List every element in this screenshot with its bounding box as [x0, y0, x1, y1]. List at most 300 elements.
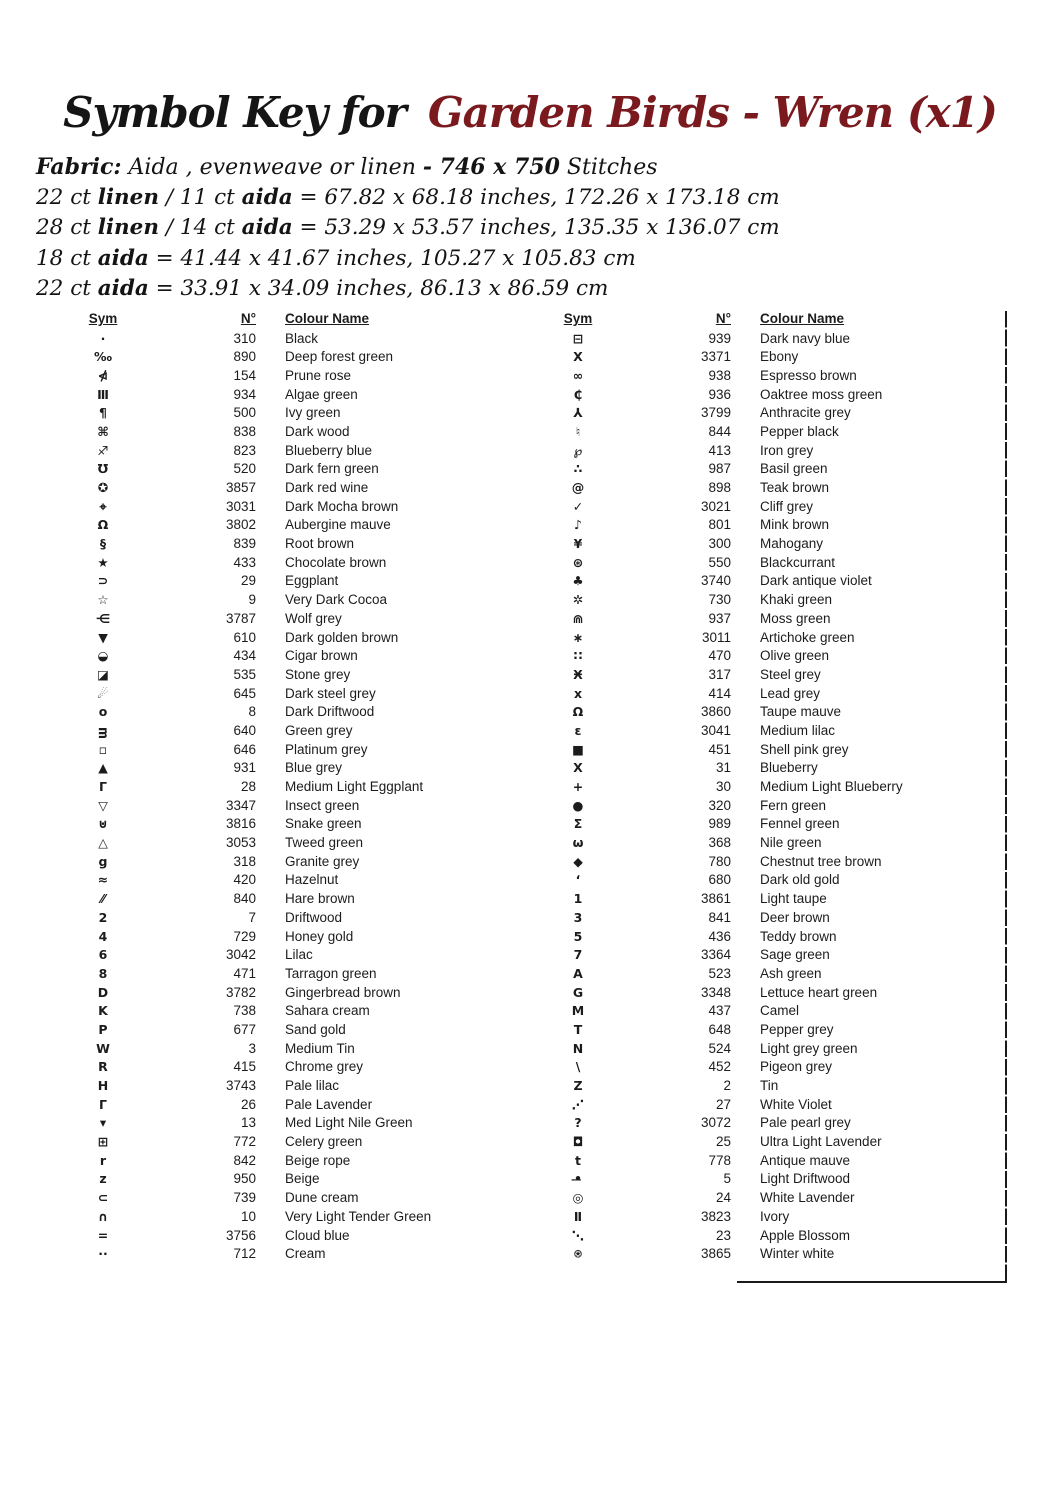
symbol-cell: Σ	[573, 816, 583, 832]
fabric-text-segment: - 746 x 750	[422, 154, 560, 180]
column-header-number: N°	[240, 311, 256, 327]
fabric-text-segment: linen	[97, 184, 159, 210]
symbol-key-row	[535, 853, 1007, 872]
number-cell: 938	[708, 367, 731, 383]
column-header-number: N°	[715, 311, 731, 327]
number-cell: 3816	[225, 816, 256, 832]
colour-name-cell: Insect green	[285, 797, 360, 813]
symbol-cell: G	[572, 984, 584, 1000]
fabric-text-segment: = 53.29 x 53.57 inches, 135.35 x 136.07 cm	[292, 215, 780, 241]
symbol-key-row	[60, 610, 480, 629]
fabric-text-segment: aida	[97, 245, 149, 271]
symbol-cell: ℧	[97, 461, 109, 477]
colour-name-cell: Algae green	[285, 386, 358, 402]
symbol-key-row	[535, 1189, 1007, 1208]
number-cell: 154	[233, 367, 256, 383]
symbol-key-row	[535, 759, 1007, 778]
symbol-cell: ♪	[574, 517, 582, 533]
symbol-cell: ◒	[97, 648, 109, 664]
number-cell: 3041	[700, 722, 731, 738]
symbol-key-row	[60, 1208, 480, 1227]
number-cell: 320	[708, 797, 731, 813]
symbol-cell: ··	[98, 1246, 108, 1262]
colour-name-cell: Tarragon green	[285, 965, 377, 981]
number-cell: 936	[708, 386, 731, 402]
colour-name-cell: Sage green	[760, 947, 830, 963]
symbol-key-row	[535, 815, 1007, 834]
number-cell: 368	[708, 835, 731, 851]
colour-name-cell: Pepper black	[760, 423, 839, 439]
number-cell: 3011	[701, 629, 731, 645]
colour-name-cell: Steel grey	[760, 666, 821, 682]
symbol-cell: ∴	[573, 461, 583, 477]
symbol-key-row	[535, 479, 1007, 498]
symbol-cell: ¶	[99, 405, 107, 421]
symbol-cell: ᴟ	[98, 722, 108, 738]
symbol-cell: ★	[97, 554, 109, 570]
number-cell: 7	[248, 909, 256, 925]
colour-name-cell: Antique mauve	[760, 1152, 851, 1168]
number-cell: 26	[240, 1096, 256, 1112]
symbol-key-row	[535, 442, 1007, 461]
symbol-cell: t	[575, 1152, 581, 1168]
symbol-cell: H	[97, 1078, 109, 1093]
symbol-cell: ⋰	[571, 1096, 585, 1112]
symbol-key-row	[60, 535, 480, 554]
number-cell: 801	[708, 517, 731, 533]
number-cell: 414	[708, 685, 731, 701]
number-cell: 987	[708, 461, 731, 477]
number-cell: 550	[708, 554, 731, 570]
colour-name-cell: Chestnut tree brown	[760, 853, 882, 869]
colour-name-cell: Cloud blue	[285, 1227, 350, 1243]
symbol-cell: N	[572, 1040, 584, 1056]
symbol-cell: ▲	[98, 760, 108, 776]
colour-name-cell: Light grey green	[760, 1040, 858, 1056]
symbol-key-row	[60, 909, 480, 928]
symbol-key-row	[60, 703, 480, 722]
symbol-key-row	[60, 741, 480, 760]
symbol-cell: ▼	[98, 629, 108, 645]
number-cell: 772	[233, 1134, 256, 1150]
symbol-cell: •̶	[574, 1171, 582, 1187]
symbol-key-row	[60, 1170, 480, 1189]
symbol-key-row	[535, 703, 1007, 722]
symbol-key-row	[535, 890, 1007, 909]
colour-name-cell: Medium Tin	[285, 1040, 355, 1056]
symbol-cell: ʻ	[575, 872, 581, 888]
number-cell: 3371	[700, 349, 731, 365]
symbol-key-row	[60, 516, 480, 535]
symbol-cell: ⌖	[99, 498, 107, 514]
symbol-key-row	[60, 1077, 480, 1096]
symbol-cell: ☆	[97, 592, 109, 608]
symbol-cell: ♣	[572, 573, 584, 589]
colour-name-cell: Fennel green	[760, 816, 840, 832]
number-cell: 934	[233, 386, 256, 402]
table-bottom-border-line	[737, 1281, 1007, 1283]
colour-name-cell: Light taupe	[760, 891, 827, 907]
number-cell: 524	[708, 1040, 731, 1056]
symbol-key-row	[535, 834, 1007, 853]
symbol-cell: r	[99, 1152, 107, 1168]
symbol-cell: g	[98, 853, 108, 869]
colour-name-cell: Lead grey	[760, 685, 821, 701]
symbol-key-row	[60, 629, 480, 648]
number-cell: 680	[708, 872, 731, 888]
colour-name-cell: Prune rose	[285, 367, 352, 383]
symbol-key-row	[535, 1058, 1007, 1077]
symbol-key-row	[535, 1170, 1007, 1189]
number-cell: 898	[708, 480, 731, 495]
symbol-key-row	[60, 834, 480, 853]
colour-name-cell: Blue grey	[285, 760, 343, 776]
symbol-key-row	[60, 404, 480, 423]
colour-name-cell: Cliff grey	[760, 498, 814, 514]
column-header-sym: Sym	[563, 311, 593, 327]
number-cell: 730	[708, 592, 731, 608]
table-right-border-line	[1005, 311, 1007, 1283]
colour-name-cell: Dark antique violet	[760, 573, 872, 589]
number-cell: 437	[708, 1003, 731, 1019]
symbol-cell: ⊞	[97, 1134, 109, 1150]
symbol-key-row	[60, 423, 480, 442]
symbol-key-row	[60, 778, 480, 797]
colour-name-cell: Pale Lavender	[285, 1096, 373, 1112]
symbol-key-row	[535, 610, 1007, 629]
fabric-text-segment: 22 ct	[36, 184, 98, 210]
number-cell: 939	[708, 330, 731, 346]
symbol-key-row	[60, 871, 480, 890]
colour-name-cell: Medium lilac	[760, 722, 836, 738]
title-subject: Garden Birds - Wren (x1)	[427, 88, 997, 137]
colour-name-cell: Dark navy blue	[760, 330, 851, 346]
fabric-line	[36, 152, 1026, 183]
colour-name-cell: Mahogany	[760, 536, 824, 552]
colour-name-cell: Khaki green	[760, 592, 833, 608]
number-cell: 31	[715, 760, 731, 776]
number-cell: 3021	[700, 498, 731, 514]
colour-name-cell: Anthracite grey	[760, 405, 851, 421]
symbol-key-row	[535, 1114, 1007, 1133]
colour-name-cell: Dark steel grey	[285, 685, 376, 701]
symbol-key-row	[60, 554, 480, 573]
symbol-cell: ⍟	[574, 1246, 582, 1262]
symbol-cell: \	[575, 1059, 581, 1075]
colour-name-cell: Snake green	[285, 816, 362, 832]
symbol-cell: ♐	[97, 442, 109, 458]
number-cell: 470	[708, 648, 731, 664]
symbol-cell: 8	[98, 965, 108, 981]
symbol-cell: ◪	[97, 666, 109, 682]
number-cell: 415	[233, 1059, 256, 1075]
symbol-cell: R	[98, 1059, 108, 1075]
symbol-cell: T	[573, 1021, 583, 1037]
symbol-key-row	[60, 666, 480, 685]
symbol-cell: D	[97, 984, 109, 1000]
symbol-cell: ₵	[573, 386, 583, 402]
colour-name-cell: Mink brown	[760, 517, 830, 533]
fabric-text-segment: linen	[97, 215, 159, 241]
number-cell: 420	[233, 872, 256, 888]
symbol-cell: ⅄	[573, 405, 583, 421]
number-cell: 3782	[225, 984, 256, 1000]
colour-name-cell: Dark wood	[285, 423, 350, 439]
symbol-key-row	[535, 404, 1007, 423]
number-cell: 3756	[225, 1227, 256, 1243]
symbol-cell: +	[572, 779, 584, 794]
symbol-cell: ▾	[99, 1115, 107, 1131]
number-cell: 3743	[225, 1078, 256, 1093]
colour-name-cell: Teak brown	[760, 480, 830, 495]
symbol-key-row	[60, 572, 480, 591]
symbol-cell: ⋒	[572, 610, 584, 626]
symbol-key-row	[535, 647, 1007, 666]
colour-name-cell: Sahara cream	[285, 1003, 370, 1019]
number-cell: 436	[708, 928, 731, 944]
symbol-cell: M	[571, 1003, 585, 1019]
symbol-cell: ∞	[572, 367, 584, 383]
number-cell: 950	[233, 1171, 256, 1187]
number-cell: 739	[233, 1190, 256, 1206]
number-cell: 310	[233, 330, 256, 346]
symbol-key-row	[535, 572, 1007, 591]
symbol-key-row	[60, 1096, 480, 1115]
symbol-key-row	[60, 965, 480, 984]
symbol-cell: A	[573, 965, 583, 981]
colour-name-cell: Dark golden brown	[285, 629, 399, 645]
colour-name-cell: Camel	[760, 1003, 800, 1019]
symbol-cell: Ⅹ	[573, 760, 583, 776]
symbol-cell: ☄	[97, 685, 109, 701]
colour-name-cell: Sand gold	[285, 1021, 346, 1037]
symbol-key-row	[535, 797, 1007, 816]
symbol-key-row	[60, 722, 480, 741]
colour-name-cell: Ivory	[760, 1208, 790, 1224]
number-cell: 640	[233, 722, 256, 738]
column-header-sym: Sym	[88, 311, 118, 327]
fabric-text-segment: 18 ct	[36, 245, 98, 271]
symbol-cell: ⁄⁄	[100, 891, 106, 907]
symbol-key-row	[60, 1058, 480, 1077]
number-cell: 520	[233, 461, 256, 477]
colour-name-cell: Granite grey	[285, 853, 360, 869]
colour-name-cell: Platinum grey	[285, 741, 368, 757]
symbol-key-row	[60, 984, 480, 1003]
symbol-key-row	[535, 1096, 1007, 1115]
number-cell: 3348	[700, 984, 731, 1000]
symbol-key-row	[535, 348, 1007, 367]
number-cell: 3860	[700, 704, 731, 720]
symbol-cell: ⊂	[97, 1190, 109, 1206]
symbol-key-row	[535, 1021, 1007, 1040]
symbol-key-row	[535, 1245, 1007, 1264]
number-cell: 838	[233, 423, 256, 439]
title-prefix: Symbol Key for	[63, 88, 406, 137]
symbol-cell: =	[97, 1227, 109, 1243]
symbol-cell: Γ	[99, 1096, 107, 1112]
colour-name-cell: Oaktree moss green	[760, 386, 883, 402]
symbol-key-row	[60, 1021, 480, 1040]
symbol-key-row	[60, 946, 480, 965]
number-cell: 9	[248, 592, 256, 608]
symbol-key-row	[535, 1133, 1007, 1152]
number-cell: 840	[233, 891, 256, 907]
symbol-cell: x	[573, 685, 583, 701]
colour-name-cell: Dark fern green	[285, 461, 379, 477]
symbol-cell: ∗	[572, 629, 584, 645]
symbol-key-row	[535, 1077, 1007, 1096]
colour-name-cell: Eggplant	[285, 573, 339, 589]
number-cell: 646	[233, 741, 256, 757]
symbol-key-row	[60, 797, 480, 816]
symbol-cell: W	[96, 1040, 110, 1056]
fabric-text-segment: Fabric:	[36, 154, 122, 180]
number-cell: 841	[708, 909, 731, 925]
symbol-key-row	[535, 984, 1007, 1003]
fabric-text-segment: 28 ct	[36, 215, 98, 241]
fabric-text-segment: Stitches	[559, 155, 658, 180]
number-cell: 778	[708, 1152, 731, 1168]
symbol-key-row	[535, 928, 1007, 947]
colour-name-cell: Hazelnut	[285, 872, 339, 888]
symbol-key-row	[60, 1002, 480, 1021]
symbol-key-row	[535, 778, 1007, 797]
symbol-cell: ⋪	[97, 367, 109, 383]
colour-name-cell: Tin	[760, 1078, 779, 1093]
symbol-key-row	[60, 853, 480, 872]
colour-name-cell: Cream	[285, 1246, 326, 1262]
colour-name-cell: Blackcurrant	[760, 554, 836, 570]
fabric-text-segment: / 11 ct	[159, 184, 242, 210]
number-cell: 451	[708, 741, 731, 757]
symbol-key-row	[535, 666, 1007, 685]
colour-name-cell: Wolf grey	[285, 610, 342, 626]
colour-name-cell: Celery green	[285, 1134, 363, 1150]
number-cell: 10	[240, 1208, 256, 1224]
fabric-text-segment: = 41.44 x 41.67 inches, 105.27 x 105.83 cm	[148, 245, 636, 271]
colour-name-cell: Apple Blossom	[760, 1227, 851, 1243]
fabric-text-segment: aida	[97, 276, 149, 302]
column-header-colour: Colour Name	[760, 311, 845, 327]
number-cell: 23	[715, 1227, 731, 1243]
symbol-key-row	[535, 1002, 1007, 1021]
symbol-key-row	[60, 890, 480, 909]
symbol-key-row	[535, 946, 1007, 965]
number-cell: 3865	[700, 1246, 731, 1262]
colour-name-cell: Stone grey	[285, 666, 351, 682]
number-cell: 890	[233, 349, 256, 365]
number-cell: 318	[233, 853, 256, 869]
symbol-cell: ⊍	[97, 816, 109, 832]
fabric-text-segment: = 33.91 x 34.09 inches, 86.13 x 86.59 cm	[148, 276, 609, 302]
symbol-cell: ?	[574, 1115, 582, 1131]
colour-name-cell: White Violet	[760, 1096, 832, 1112]
symbol-cell: Ⅱ	[573, 1208, 583, 1224]
colour-name-cell: Ebony	[760, 349, 799, 365]
number-cell: 738	[233, 1003, 256, 1019]
symbol-cell: ▽	[98, 797, 108, 813]
colour-name-cell: Root brown	[285, 536, 355, 552]
symbol-cell: Ӿ	[573, 666, 583, 682]
symbol-key-row	[60, 442, 480, 461]
symbol-key-row	[60, 685, 480, 704]
colour-name-cell: Blueberry blue	[285, 442, 373, 458]
symbol-key-row	[60, 460, 480, 479]
colour-name-cell: Shell pink grey	[760, 741, 849, 757]
number-cell: 13	[240, 1115, 256, 1131]
symbol-key-row	[60, 759, 480, 778]
number-cell: 413	[708, 442, 731, 458]
symbol-cell: Z	[573, 1078, 583, 1093]
page-title	[0, 88, 1060, 137]
number-cell: 780	[708, 853, 731, 869]
number-cell: 29	[240, 573, 256, 589]
number-cell: 3031	[225, 498, 256, 514]
symbol-cell: 3	[573, 909, 583, 925]
number-cell: 433	[233, 554, 256, 570]
fabric-text-segment: 22 ct	[36, 276, 98, 302]
symbol-key-row	[60, 928, 480, 947]
number-cell: 3053	[225, 835, 256, 851]
number-cell: 471	[233, 965, 256, 981]
number-cell: 712	[233, 1246, 256, 1262]
symbol-cell: ⊛	[572, 554, 584, 570]
symbol-key-row	[60, 348, 480, 367]
symbol-cell: K	[98, 1003, 108, 1019]
symbol-cell: ▫	[98, 741, 108, 757]
number-cell: 3861	[700, 891, 731, 907]
symbol-key-row	[60, 1227, 480, 1246]
symbol-cell: 7	[573, 947, 583, 963]
colour-name-cell: Ivy green	[285, 405, 341, 421]
colour-name-cell: Dark Mocha brown	[285, 498, 399, 514]
symbol-cell: ≈	[97, 872, 109, 888]
colour-name-cell: Beige	[285, 1171, 320, 1187]
symbol-cell: P	[98, 1021, 108, 1037]
colour-name-cell: Taupe mauve	[760, 704, 842, 720]
number-cell: 535	[233, 666, 256, 682]
symbol-cell: ∩	[97, 1208, 109, 1224]
colour-name-cell: Basil green	[760, 461, 828, 477]
fabric-text-segment: = 67.82 x 68.18 inches, 172.26 x 173.18 cm	[292, 184, 780, 210]
symbol-cell: ✓	[572, 498, 584, 514]
fabric-text-segment: aida	[241, 184, 293, 210]
symbol-cell: z	[99, 1171, 107, 1187]
symbol-key-row	[60, 479, 480, 498]
number-cell: 3857	[225, 480, 256, 495]
symbol-cell: ⋱	[571, 1227, 585, 1243]
fabric-line	[36, 244, 1026, 275]
symbol-key-row	[535, 1152, 1007, 1171]
symbol-key-row	[60, 815, 480, 834]
colour-name-cell: Gingerbread brown	[285, 984, 401, 1000]
symbol-key-row	[60, 367, 480, 386]
colour-name-cell: Espresso brown	[760, 367, 857, 383]
symbol-key-row	[535, 516, 1007, 535]
symbol-cell: ■	[572, 741, 584, 757]
symbol-key-table-left	[60, 310, 480, 1264]
number-cell: 25	[715, 1134, 731, 1150]
symbol-cell: ⌘	[97, 423, 109, 439]
symbol-cell: ♮	[575, 423, 581, 439]
colour-name-cell: Driftwood	[285, 909, 343, 925]
number-cell: 452	[708, 1059, 731, 1075]
symbol-key-row	[60, 1114, 480, 1133]
symbol-cell: 2	[98, 909, 108, 925]
colour-name-cell: Honey gold	[285, 928, 354, 944]
number-cell: 610	[233, 629, 256, 645]
